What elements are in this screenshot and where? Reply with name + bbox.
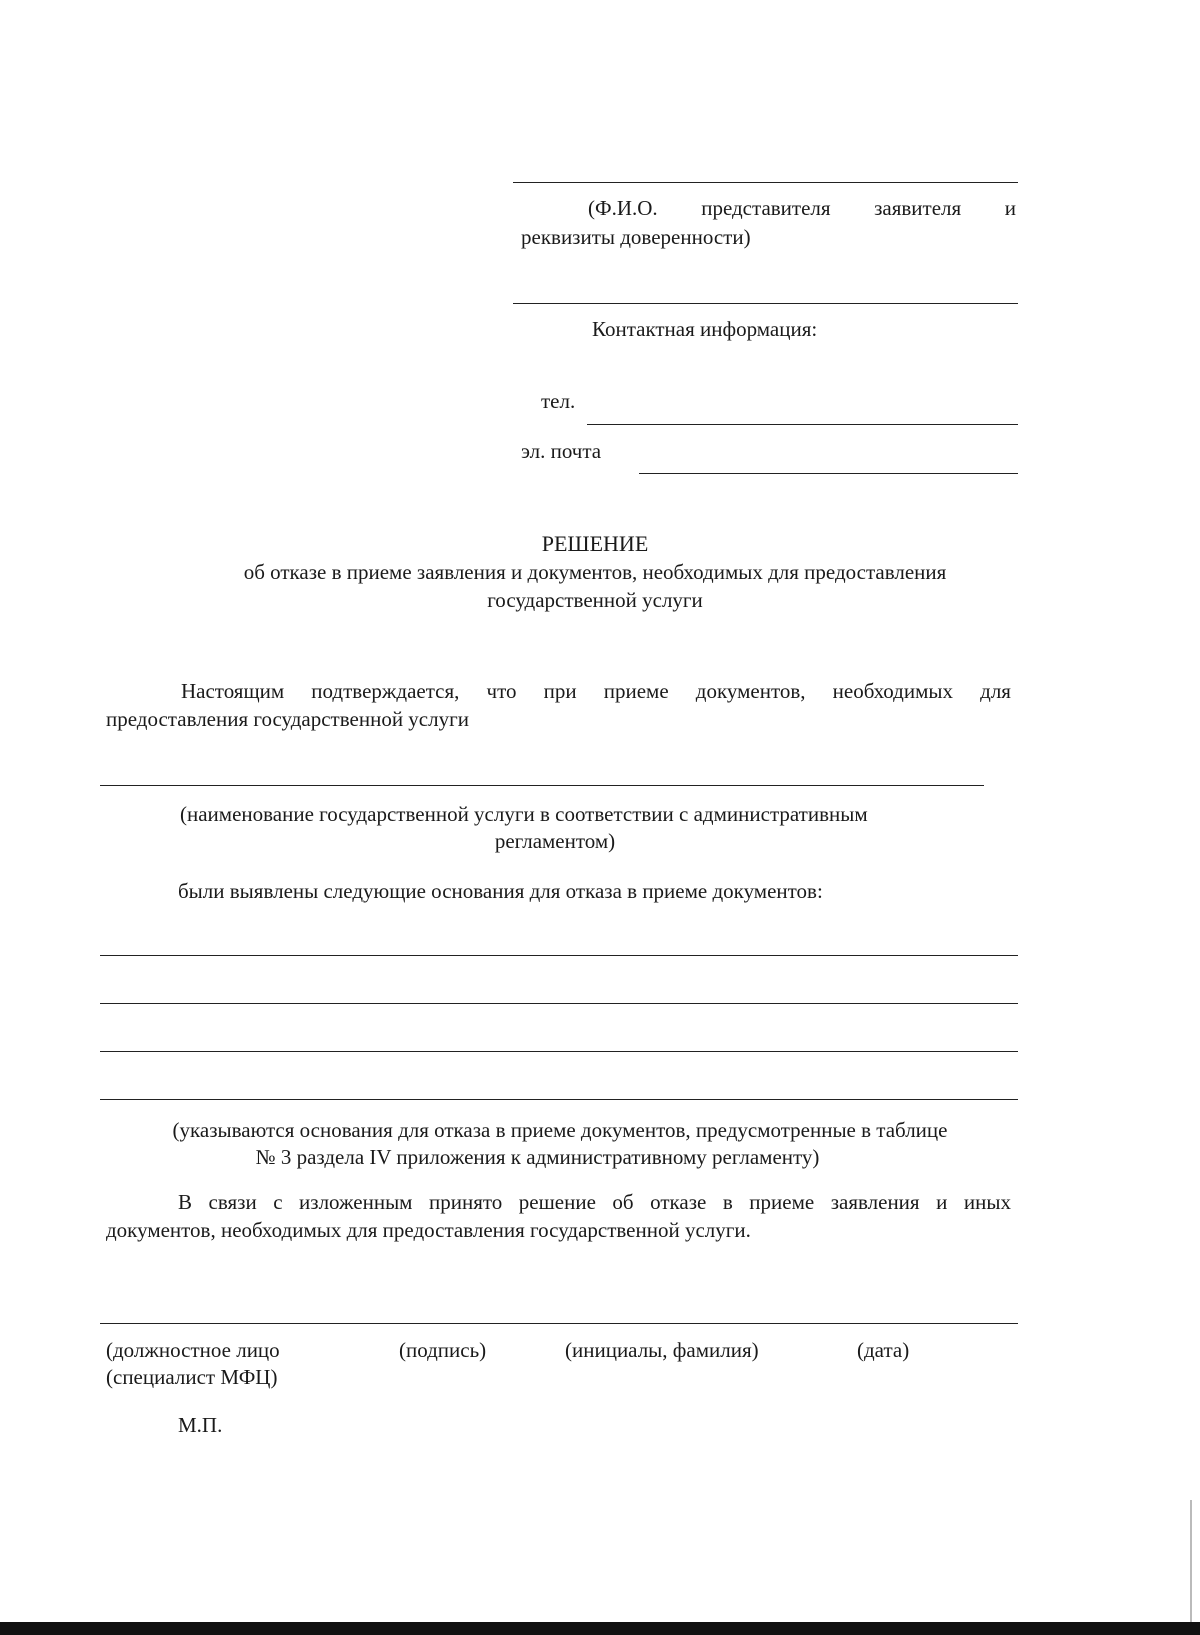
intro-line1 xyxy=(181,677,1011,705)
grounds-line-4[interactable] xyxy=(100,1099,1018,1100)
scan-edge-shadow xyxy=(1190,1500,1192,1622)
decision-word: изложенным xyxy=(299,1190,413,1214)
representative-name-line xyxy=(513,182,1018,183)
grounds-line-1[interactable] xyxy=(100,955,1018,956)
rep-caption-word: заявителя xyxy=(874,196,962,220)
email-field-line[interactable] xyxy=(639,473,1018,474)
grounds-caption-line2: № 3 раздела IV приложения к административному регламенту) xyxy=(255,1145,820,1169)
intro-line2: предоставления государственной услуги xyxy=(106,707,469,731)
decision-line1 xyxy=(178,1188,1011,1216)
representative-caption-line2: реквизиты доверенности) xyxy=(521,225,751,249)
signature-label: (подпись) xyxy=(399,1338,487,1362)
intro-word: что xyxy=(486,679,517,703)
document-heading: РЕШЕНИЕ xyxy=(541,531,649,556)
rep-caption-word: представителя xyxy=(701,196,831,220)
intro-word: приеме xyxy=(603,679,669,703)
decision-word: приеме xyxy=(749,1190,815,1214)
decision-word: с xyxy=(273,1190,283,1214)
document-subtitle-line1: об отказе в приеме заявления и документов, необходимых для предоставления xyxy=(243,560,947,584)
decision-word: иных xyxy=(963,1190,1011,1214)
official-label-line1: (должностное лицо xyxy=(106,1338,280,1362)
contact-info-label: Контактная информация: xyxy=(592,317,818,341)
grounds-caption-line1: (указываются основания для отказа в приеме документов, предусмотренные в таблице xyxy=(172,1118,948,1142)
grounds-line-3[interactable] xyxy=(100,1051,1018,1052)
contact-info-top-line xyxy=(513,303,1018,304)
service-caption-line2: регламентом) xyxy=(494,829,616,853)
intro-word: Настоящим xyxy=(181,679,285,703)
decision-word: решение xyxy=(518,1190,596,1214)
decision-word: в xyxy=(722,1190,733,1214)
intro-word: при xyxy=(543,679,577,703)
email-label: эл. почта xyxy=(521,439,602,463)
decision-word: заявления xyxy=(830,1190,920,1214)
decision-word: и xyxy=(936,1190,948,1214)
rep-caption-word: (Ф.И.О. xyxy=(588,196,658,220)
official-label-line2: (специалист МФЦ) xyxy=(106,1365,278,1389)
scan-bottom-border xyxy=(0,1622,1200,1635)
intro-word: для xyxy=(980,679,1011,703)
document-subtitle-line2: государственной услуги xyxy=(487,588,703,612)
grounds-line-2[interactable] xyxy=(100,1003,1018,1004)
decision-word: об xyxy=(612,1190,634,1214)
intro-word: подтверждается, xyxy=(311,679,460,703)
initials-label: (инициалы, фамилия) xyxy=(565,1338,759,1362)
representative-caption-line1 xyxy=(588,194,1016,222)
service-caption-line1: (наименование государственной услуги в соответствии с административным xyxy=(180,802,868,826)
decision-word: В xyxy=(178,1190,193,1214)
phone-field-line[interactable] xyxy=(587,424,1018,425)
stamp-place-label: М.П. xyxy=(178,1413,223,1437)
intro-word: необходимых xyxy=(832,679,954,703)
date-label: (дата) xyxy=(857,1338,910,1362)
decision-word: связи xyxy=(208,1190,257,1214)
grounds-intro: были выявлены следующие основания для отказа в приеме документов: xyxy=(178,879,823,903)
intro-word: документов, xyxy=(695,679,806,703)
signature-line[interactable] xyxy=(100,1323,1018,1324)
phone-label: тел. xyxy=(541,389,576,413)
rep-caption-word: и xyxy=(1004,196,1016,220)
decision-word: принято xyxy=(428,1190,503,1214)
decision-word: отказе xyxy=(650,1190,707,1214)
service-name-line[interactable] xyxy=(100,785,984,786)
decision-line2: документов, необходимых для предоставления государственной услуги. xyxy=(106,1218,751,1242)
